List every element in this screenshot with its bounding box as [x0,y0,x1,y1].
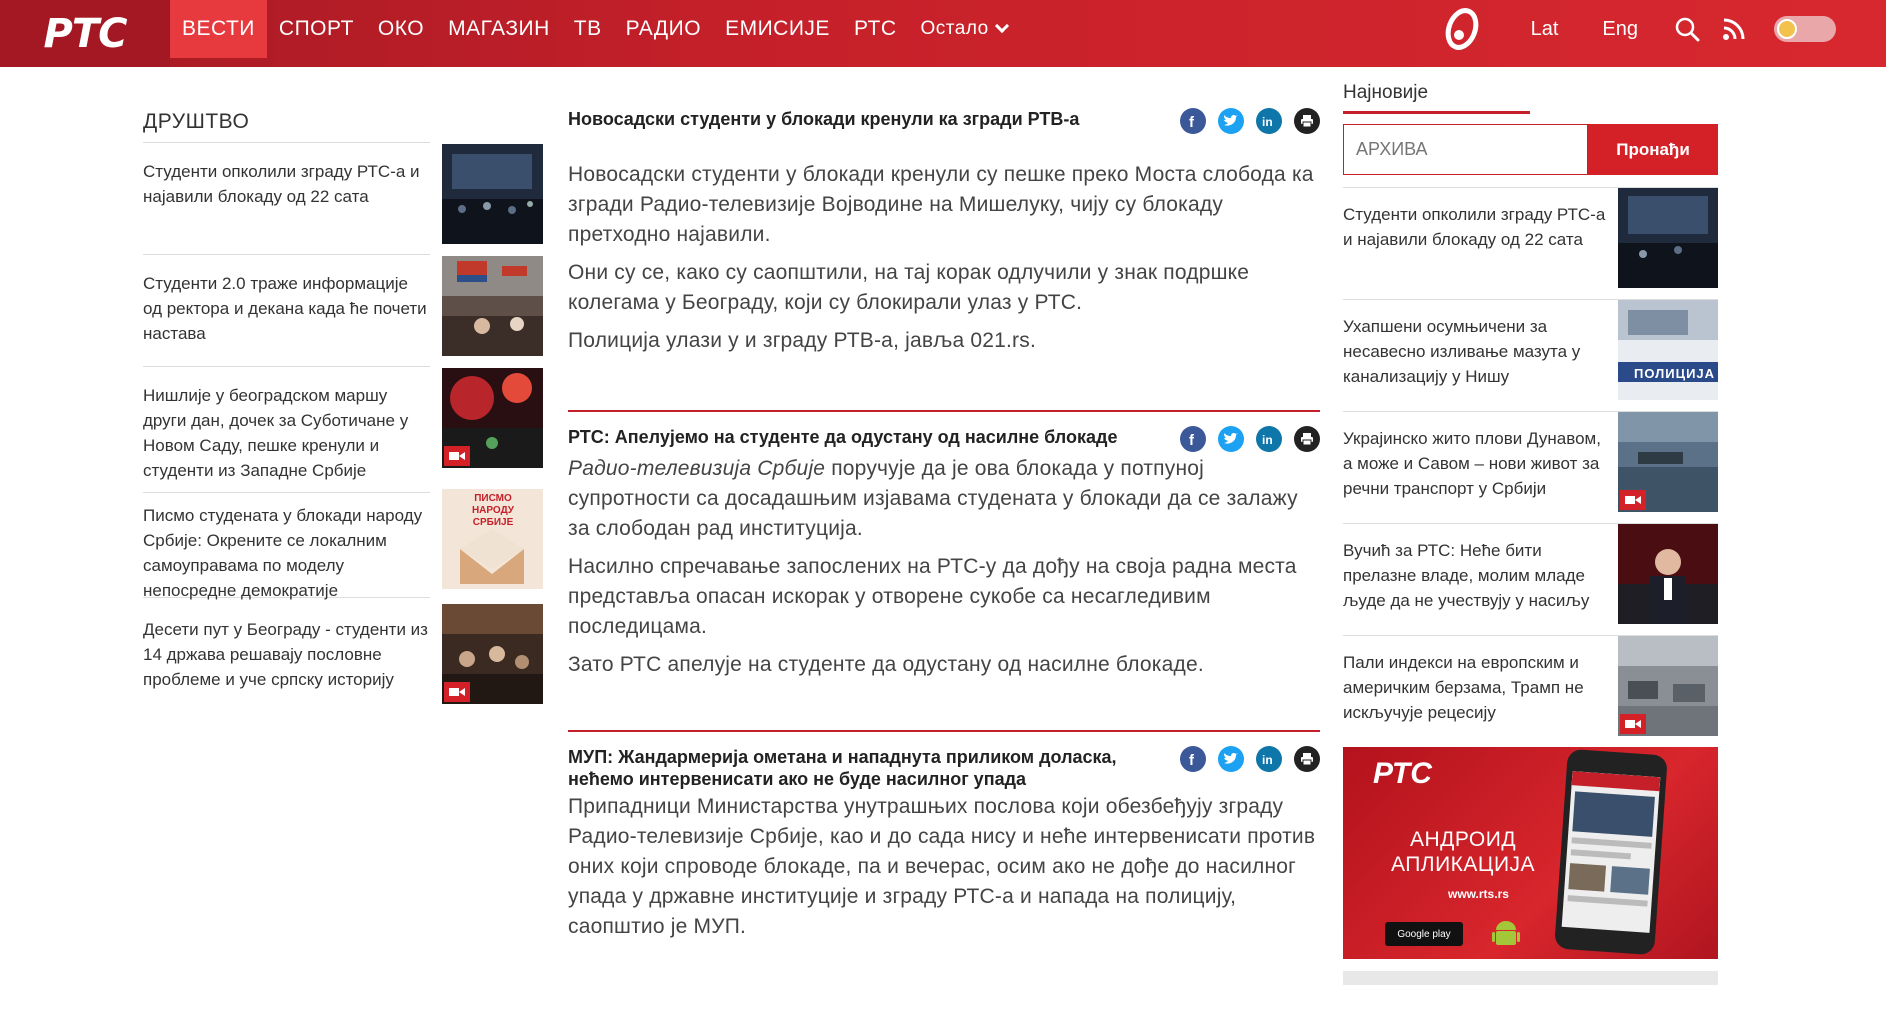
android-icon [1491,919,1521,949]
android-app-banner[interactable] [1343,747,1718,959]
left-sidebar [143,110,543,715]
svg-text:in: in [1262,115,1273,128]
twitter-icon[interactable] [1218,746,1244,772]
video-badge-icon [444,682,470,702]
list-item-title[interactable]: Пали индекси на европским и америчким берзама, Трамп не искључује рецесију [1343,653,1584,722]
lang-eng-link[interactable]: Eng [1602,17,1638,40]
video-badge-icon [1620,714,1646,734]
article-paragraph [568,454,1320,544]
rts-logo[interactable] [0,0,170,67]
linkedin-icon[interactable] [1256,746,1282,772]
nav-magazin[interactable]: МАГАЗИН [448,17,550,40]
thumbnail-car-factory[interactable] [1618,636,1718,736]
ad-url: www.rts.rs [1448,887,1509,901]
share-buttons [1168,426,1320,452]
list-item[interactable] [143,255,543,367]
archive-search-button[interactable]: Пронађи [1588,124,1718,175]
live-blog [568,100,1320,942]
right-sidebar [1343,82,1718,985]
article-entry [568,410,1320,680]
nav-rts[interactable]: РТС [853,17,897,40]
article-paragraph: Зато РТС апелује на студенте да одустану од насилне блокаде. [568,653,1204,676]
tab-latest[interactable]: Најновије [1343,82,1530,114]
lang-lat-link[interactable]: Lat [1530,17,1559,40]
svg-text:f: f [1189,432,1194,447]
list-item[interactable] [143,143,543,255]
list-item[interactable] [143,493,543,605]
facebook-icon[interactable] [1180,108,1206,134]
thumbnail-crowd-night[interactable] [442,144,543,244]
rss-icon[interactable] [1722,17,1746,41]
phone-screen [1562,771,1661,933]
phone-mockup [1554,749,1668,955]
list-item-title[interactable]: Десети пут у Београду - студенти из 14 држава решавају пословне проблеме и уче српску историју [143,620,428,689]
article-header [568,426,1320,454]
list-item-title[interactable]: Вучић за РТС: Неће бити прелазне владе, молим младе људе да не учествују у насиљу [1343,541,1590,610]
archive-search [1343,124,1718,175]
list-item-title[interactable]: Нишлије у београдском маршу други дан, дочек за Суботичане у Новом Саду, пешке кренули и студенти из Западне Србије [143,367,430,493]
thumbnail-students-hall[interactable] [442,604,543,704]
nav-emisije[interactable]: ЕМИСИЈЕ [725,17,830,40]
article-paragraph: Насилно спречавање запослених на РТС-у да дођу на своја радна места представља опасан искорак у отворене сукобе са несагледивим последицама. [568,555,1297,638]
article-entry [568,100,1320,356]
facebook-icon[interactable] [1180,426,1206,452]
theme-toggle-icon[interactable] [1774,16,1836,42]
linkedin-icon[interactable] [1256,426,1282,452]
article-header [568,108,1320,136]
list-item[interactable] [143,367,543,479]
article-title: Новосадски студенти у блокади кренули ка згради РТВ-а [568,109,1080,129]
article-title: РТС: Апелујемо на студенте да одустану од насилне блокаде [568,427,1118,447]
nav-tv[interactable]: ТВ [573,17,602,40]
logo-text: РТС [43,10,127,57]
ad-logo: РТС [1373,757,1432,790]
linkedin-icon[interactable] [1256,108,1282,134]
facebook-icon[interactable] [1180,746,1206,772]
article-paragraph: Новосадски студенти у блокади кренули су пешке преко Моста слобода ка згради Радио-телевизије Војводине на Мишелуку, чију су блокаду претходно најавили. [568,163,1314,246]
twitter-icon[interactable] [1218,426,1244,452]
thumbnail-caption: ПИСМО НАРОДУ СРБИЈЕ [471,493,515,528]
video-badge-icon [1620,490,1646,510]
chevron-down-icon [995,19,1009,33]
list-item-title[interactable]: Украјинско жито плови Дунавом, а може и Савом – нови живот за речни транспорт у Србији [1343,429,1601,498]
article-lead-emphasis: Радио-телевизија Србије [568,457,826,480]
archive-search-input[interactable] [1343,124,1588,175]
thumbnail-studio-interview[interactable] [1618,524,1718,624]
list-item[interactable] [1343,635,1718,747]
share-buttons [1168,746,1320,772]
nav-oko[interactable]: ОКО [377,17,425,40]
video-badge-icon [444,446,470,466]
list-item-title[interactable]: Писмо студената у блокади народу Србије: Окрените се локалним самоуправама по моделу непосредне демократије [143,493,430,598]
list-item[interactable] [143,603,543,715]
article-paragraph: Полиција улази у и зграду РТВ-а, јавља 021.rs. [568,329,1036,352]
google-play-label: Google play [1397,928,1451,940]
list-item[interactable] [1343,299,1718,411]
twitter-icon[interactable] [1218,108,1244,134]
thumbnail-river-ship[interactable] [1618,412,1718,512]
nav-sport[interactable]: СПОРТ [278,17,354,40]
print-icon[interactable] [1294,746,1320,772]
section-title: ДРУШТВО [143,110,430,143]
list-item[interactable] [1343,411,1718,523]
main-nav [170,0,1019,58]
top-navigation-bar [0,0,1886,67]
article-header [568,746,1320,790]
list-item-title[interactable]: Ухапшени осумњичени за несавесно изливање мазута у канализацију у Нишу [1343,317,1581,386]
thumbnail-march-flares[interactable] [442,368,543,468]
article-paragraph: Они су се, како су саопштили, на тај корак одлучили у знак подршке колегама у Београду, који су блокирали улаз у РТС. [568,261,1250,314]
google-play-badge[interactable] [1385,922,1463,946]
print-icon[interactable] [1294,108,1320,134]
svg-text:in: in [1262,433,1273,446]
header-actions [1445,0,1886,58]
nav-radio[interactable]: РАДИО [625,17,702,40]
ad-headline: АНДРОИД АПЛИКАЦИЈА [1390,828,1536,876]
thumbnail-police-car[interactable] [1618,300,1718,400]
article-title: МУП: Жандармерија ометана и нападнута приликом доласка, нећемо интервенисати ако не буде насилног упада [568,747,1117,789]
list-item-title[interactable]: Студенти опколили зграду РТС-а и најавили блокаду од 22 сата [143,143,430,255]
nav-vesti[interactable]: ВЕСТИ [170,0,267,58]
article-lead-text: поручује да је ова блокада у потпуној супротности са досадашњим изјавама студената у блокади да се залажу за слободан рад институција. [568,457,1298,540]
svg-text:in: in [1262,753,1273,766]
divider-bar [1343,971,1718,985]
list-item-title[interactable]: Студенти 2.0 траже информације од ректора и декана када ће почети настава [143,255,430,367]
list-item-title[interactable]: Студенти опколили зграду РТС-а и најавили блокаду од 22 сата [1343,205,1606,249]
list-item[interactable] [1343,187,1718,299]
thumbnail-crowd-night[interactable] [1618,188,1718,288]
print-icon[interactable] [1294,426,1320,452]
svg-text:f: f [1189,114,1194,129]
article-paragraph: Припадници Министарства унутрашњих послова који обезбеђују зграду Радио-телевизије Србије, као и до сада нису и неће интервенисати против оних који спроводе блокаде, па и вечерас, осим ако не дође до насилног упада у државне институције и зграду РТС-а и напада на полицију, саопштио је МУП. [568,795,1316,938]
list-item[interactable] [1343,523,1718,635]
nav-ostalo-label: Остало [920,18,989,39]
oko-logo-icon[interactable] [1445,7,1479,51]
thumbnail-protest-flags[interactable] [442,256,543,356]
svg-text:f: f [1189,752,1194,767]
article-entry [568,730,1320,942]
share-buttons [1168,108,1320,134]
thumbnail-letter[interactable] [442,489,543,589]
search-icon[interactable] [1674,16,1700,42]
thumbnail-caption: ПОЛИЦИЈА [1634,366,1716,381]
toggle-knob [1777,19,1797,39]
nav-ostalo[interactable] [909,0,1019,58]
